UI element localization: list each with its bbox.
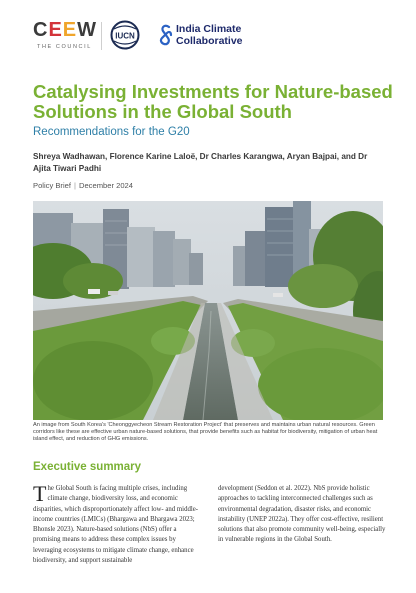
ceew-logo: [33, 19, 98, 54]
photo-caption: An image from South Korea's 'Cheonggyecheon Stream Restoration Project' that preserves and maintains urban natural resources. Green corridors like these are effective urban nature-based solutions, that provide benefits such as habitat for biodiversity, mitigation of urban heat island effect, and reduction of GHG emissions.: [33, 422, 378, 443]
authors: Shreya Wadhawan, Florence Karine Laloë, Dr Charles Karangwa, Aryan Bajpai, and Dr Ajita Tiwari Padhi: [33, 152, 368, 173]
ceew-subtitle: THE COUNCIL: [37, 44, 92, 50]
summary-column-1: [33, 481, 203, 566]
ceew-wordmark: CEEW: [33, 19, 98, 41]
svg-text:IUCN: IUCN: [115, 31, 135, 41]
publication-meta: Policy Brief | December 2024: [33, 181, 134, 190]
iucn-logo: [110, 20, 140, 50]
india-climate-collaborative-logo: [159, 22, 255, 50]
summary-text-1: he Global South is facing multiple crises, including climate change, biodiversity loss, and economic disparities, which disproportionately affect low- and middle-income countries (LMICs) (Bhargawa and Bhargawa 2023; Bhonsle 2023). Nature-based solutions (NbS) offer a promising means to address these complex issues by leveraging ecosystems to mitigate climate change, enhance biodiversity, and support sustainable: [33, 485, 199, 565]
document-subtitle: Recommendations for the G20: [33, 126, 190, 138]
summary-column-2: development (Seddon et al. 2022). NbS provide holistic approaches to tackling interconnected challenges such as environmental degradation, disaster risks, and economic instability (UNEP 2022a). They offer cost-effective, resilient solutions that also promote community well-being, especially in vulnerable regions in the Global South.: [218, 485, 386, 544]
document-type: Policy Brief: [33, 181, 71, 190]
cover-photo: [33, 201, 383, 420]
document-title: Catalysing Investments for Nature-based Solutions in the Global South: [33, 81, 393, 122]
iucn-globe-icon: [110, 20, 140, 50]
executive-summary-heading: Executive summary: [33, 461, 142, 473]
icc-wordmark: India Climate Collaborative: [176, 23, 243, 47]
logo-divider: [101, 22, 102, 50]
icc-mark-icon: [159, 24, 173, 46]
stream-restoration-image: [33, 201, 383, 420]
publication-date: December 2024: [78, 181, 134, 190]
drop-cap: T: [33, 481, 47, 506]
